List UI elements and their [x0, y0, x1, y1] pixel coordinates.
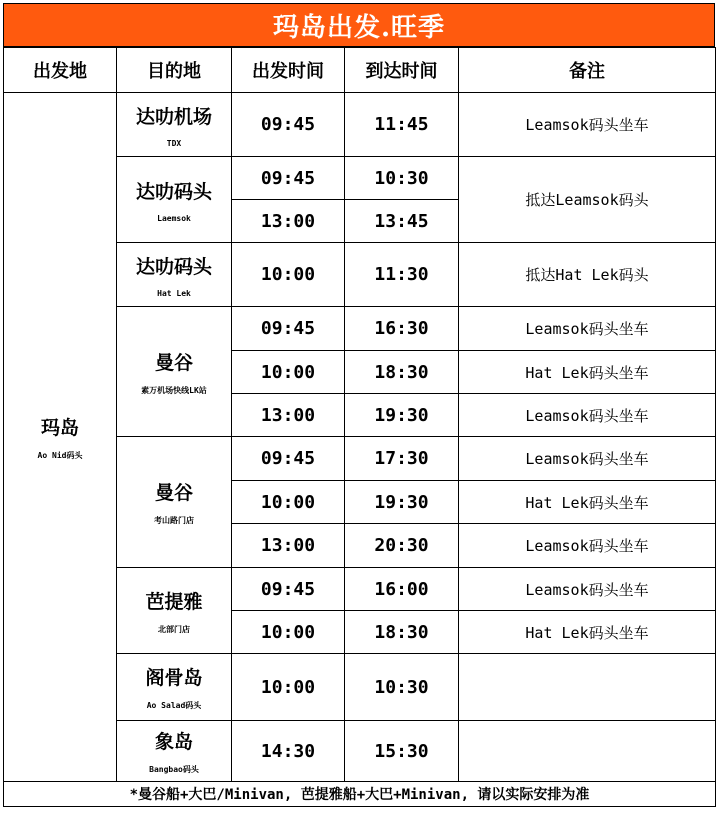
- departure-time: 09:45: [232, 157, 345, 200]
- remark: Leamsok码头坐车: [459, 524, 716, 568]
- origin-sub: Ao Nid码头: [37, 451, 83, 460]
- table-row: [4, 93, 716, 157]
- destination-name: 曼谷: [154, 351, 193, 374]
- destination-cell: [117, 157, 232, 243]
- schedule-table: [3, 47, 716, 807]
- arrival-time: 16:30: [345, 307, 459, 351]
- destination-cell: [117, 654, 232, 721]
- destination-sub: Ao Salad码头: [146, 701, 202, 710]
- remark: Leamsok码头坐车: [459, 307, 716, 351]
- arrival-time: 10:30: [345, 157, 459, 200]
- origin-name: 玛岛: [40, 417, 79, 439]
- destination-cell: [117, 93, 232, 157]
- remark: 抵达Hat Lek码头: [459, 243, 716, 307]
- departure-time: 09:45: [232, 93, 345, 157]
- departure-time: 09:45: [232, 568, 345, 611]
- arrival-time: 19:30: [345, 394, 459, 437]
- departure-time: 10:00: [232, 611, 345, 654]
- origin-cell: [4, 93, 117, 782]
- destination-cell: [117, 307, 232, 437]
- destination-sub: 北部门店: [158, 624, 190, 634]
- arrival-time: 16:00: [345, 568, 459, 611]
- header-remarks: 备注: [459, 48, 716, 93]
- header-arrival: 到达时间: [345, 48, 459, 93]
- schedule-sheet: [3, 3, 715, 807]
- arrival-time: 20:30: [345, 524, 459, 568]
- remark: [459, 654, 716, 721]
- arrival-time: 18:30: [345, 611, 459, 654]
- remark: Leamsok码头坐车: [459, 394, 716, 437]
- arrival-time: 19:30: [345, 481, 459, 524]
- departure-time: 10:00: [232, 481, 345, 524]
- page-title: 玛岛出发.旺季: [3, 3, 715, 47]
- arrival-time: 10:30: [345, 654, 459, 721]
- destination-sub: Laemsok: [157, 213, 191, 223]
- destination-name: 达叻机场: [135, 105, 212, 128]
- destination-cell: [117, 243, 232, 307]
- departure-time: 10:00: [232, 654, 345, 721]
- remark: 抵达Leamsok码头: [459, 157, 716, 243]
- departure-time: 10:00: [232, 243, 345, 307]
- arrival-time: 13:45: [345, 200, 459, 243]
- destination-sub: 考山路门店: [154, 516, 194, 525]
- destination-name: 曼谷: [154, 482, 193, 504]
- departure-time: 13:00: [232, 524, 345, 568]
- destination-name: 达叻码头: [135, 180, 212, 203]
- destination-sub: TDX: [166, 138, 182, 148]
- destination-name: 芭提雅: [145, 590, 203, 613]
- remark: Leamsok码头坐车: [459, 568, 716, 611]
- arrival-time: 17:30: [345, 437, 459, 481]
- header-origin: 出发地: [4, 48, 117, 93]
- header-departure: 出发时间: [232, 48, 345, 93]
- departure-time: 10:00: [232, 351, 345, 394]
- departure-time: 13:00: [232, 394, 345, 437]
- destination-cell: [117, 437, 232, 568]
- footnote: *曼谷船+大巴/Minivan, 芭提雅船+大巴+Minivan, 请以实际安排为准: [4, 782, 716, 807]
- remark: Hat Lek码头坐车: [459, 481, 716, 524]
- destination-name: 达叻码头: [135, 255, 212, 278]
- destination-sub: 素万机场快线LK站: [141, 385, 207, 395]
- departure-time: 13:00: [232, 200, 345, 243]
- remark: [459, 721, 716, 782]
- destination-cell: [117, 721, 232, 782]
- arrival-time: 11:30: [345, 243, 459, 307]
- remark: Hat Lek码头坐车: [459, 351, 716, 394]
- destination-name: 阁骨岛: [145, 667, 203, 689]
- remark: Leamsok码头坐车: [459, 437, 716, 481]
- destination-sub: Hat Lek: [157, 288, 191, 298]
- destination-name: 象岛: [154, 731, 193, 753]
- arrival-time: 15:30: [345, 721, 459, 782]
- destination-sub: Bangbao码头: [149, 765, 199, 774]
- header-destination: 目的地: [117, 48, 232, 93]
- destination-cell: [117, 568, 232, 654]
- departure-time: 09:45: [232, 437, 345, 481]
- header-row: [4, 48, 716, 93]
- departure-time: 14:30: [232, 721, 345, 782]
- remark: Hat Lek码头坐车: [459, 611, 716, 654]
- footnote-row: [4, 782, 716, 807]
- remark: Leamsok码头坐车: [459, 93, 716, 157]
- arrival-time: 18:30: [345, 351, 459, 394]
- arrival-time: 11:45: [345, 93, 459, 157]
- departure-time: 09:45: [232, 307, 345, 351]
